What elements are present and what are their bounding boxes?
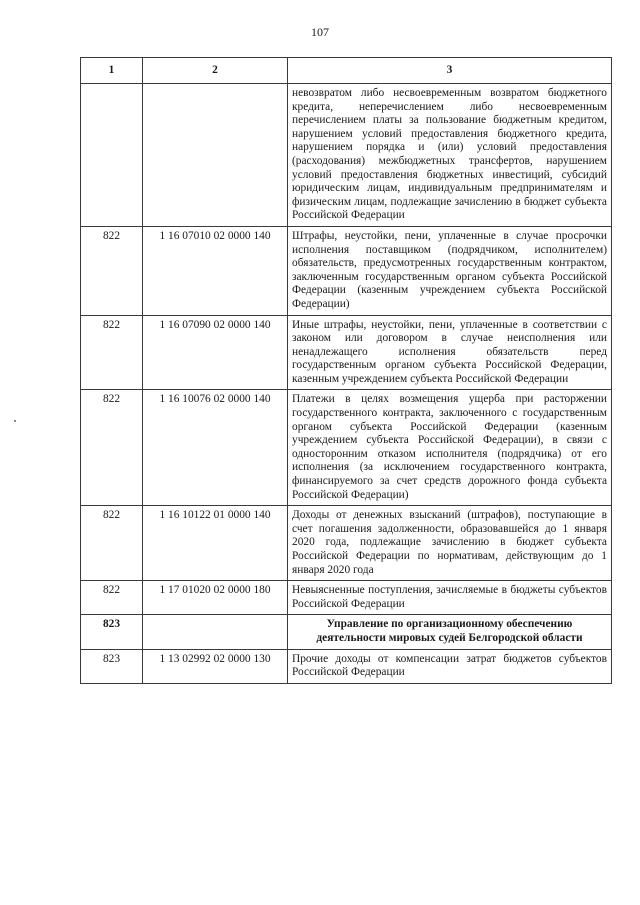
table-row (81, 581, 612, 615)
table-section-row (81, 615, 612, 649)
table-row (81, 226, 612, 315)
description-cell: невозвратом либо несвоевременным возвратом бюджетного кредита, неперечислением либо несвоевременным перечислением платы за пользование бюджетным кредитом, нарушением условий предоставления бюджетного кредита, нарушением порядка и (или) условий предоставления (расходования) межбюджетных трансфертов, нарушением условий предоставления бюджетных инвестиций, субсидий юридическим лицам, индивидуальным предпринимателям и физическим лицам, подлежащие зачислению в бюджет субъекта Российской Федерации (288, 84, 612, 227)
description-cell: Прочие доходы от компенсации затрат бюджетов субъектов Российской Федерации (288, 649, 612, 683)
description-cell: Управление по организационному обеспечению деятельности мировых судей Белгородской области (288, 615, 612, 649)
admin-code-cell: 823 (81, 615, 143, 649)
budget-revenue-table (80, 57, 612, 684)
description-cell: Невыясненные поступления, зачисляемые в бюджеты субъектов Российской Федерации (288, 581, 612, 615)
header-col-3: 3 (288, 58, 612, 84)
admin-code-cell: 822 (81, 506, 143, 581)
table-row (81, 649, 612, 683)
admin-code-cell: 822 (81, 226, 143, 315)
admin-code-cell (81, 84, 143, 227)
description-cell: Доходы от денежных взысканий (штрафов), поступающие в счет погашения задолженности, образовавшейся до 1 января 2020 года, подлежащие зачислению в бюджет субъекта Российской Федерации по нормативам, действующим до 1 января 2020 года (288, 506, 612, 581)
admin-code-cell: 822 (81, 581, 143, 615)
admin-code-cell: 823 (81, 649, 143, 683)
header-col-2: 2 (143, 58, 288, 84)
revenue-code-cell: 1 16 07010 02 0000 140 (143, 226, 288, 315)
table-row (81, 315, 612, 390)
revenue-code-cell (143, 84, 288, 227)
table-row (81, 506, 612, 581)
revenue-code-cell: 1 16 10122 01 0000 140 (143, 506, 288, 581)
revenue-code-cell: 1 16 10076 02 0000 140 (143, 390, 288, 506)
revenue-code-cell: 1 17 01020 02 0000 180 (143, 581, 288, 615)
admin-code-cell: 822 (81, 390, 143, 506)
page-number: 107 (311, 25, 329, 39)
admin-code-cell: 822 (81, 315, 143, 390)
description-cell: Штрафы, неустойки, пени, уплаченные в случае просрочки исполнения поставщиком (подрядчиком, исполнителем) обязательств, предусмотренных государственным контрактом, заключенным государственным органом субъекта Российской Федерации (казенным учреждением субъекта Российской Федерации) (288, 226, 612, 315)
revenue-code-cell (143, 615, 288, 649)
description-cell: Иные штрафы, неустойки, пени, уплаченные в соответствии с законом или договором в случае неисполнения или ненадлежащего исполнения обязательств перед государственным органом субъекта Российской Федерации, казенным учреждением субъекта Российской Федерации (288, 315, 612, 390)
table-row (81, 390, 612, 506)
table-row (81, 84, 612, 227)
header-col-1: 1 (81, 58, 143, 84)
revenue-code-cell: 1 16 07090 02 0000 140 (143, 315, 288, 390)
table-header-row (81, 58, 612, 84)
revenue-code-cell: 1 13 02992 02 0000 130 (143, 649, 288, 683)
table-body (81, 84, 612, 684)
margin-mark (14, 420, 16, 422)
description-cell: Платежи в целях возмещения ущерба при расторжении государственного контракта, заключенного с государственным органом субъекта Российской Федерации (казенным учреждением субъекта Российской Федерации), в связи с односторонним отказом исполнителя (подрядчика) от его исполнения (за исключением государственного контракта, финансируемого за счет средств дорожного фонда субъекта Российской Федерации) (288, 390, 612, 506)
